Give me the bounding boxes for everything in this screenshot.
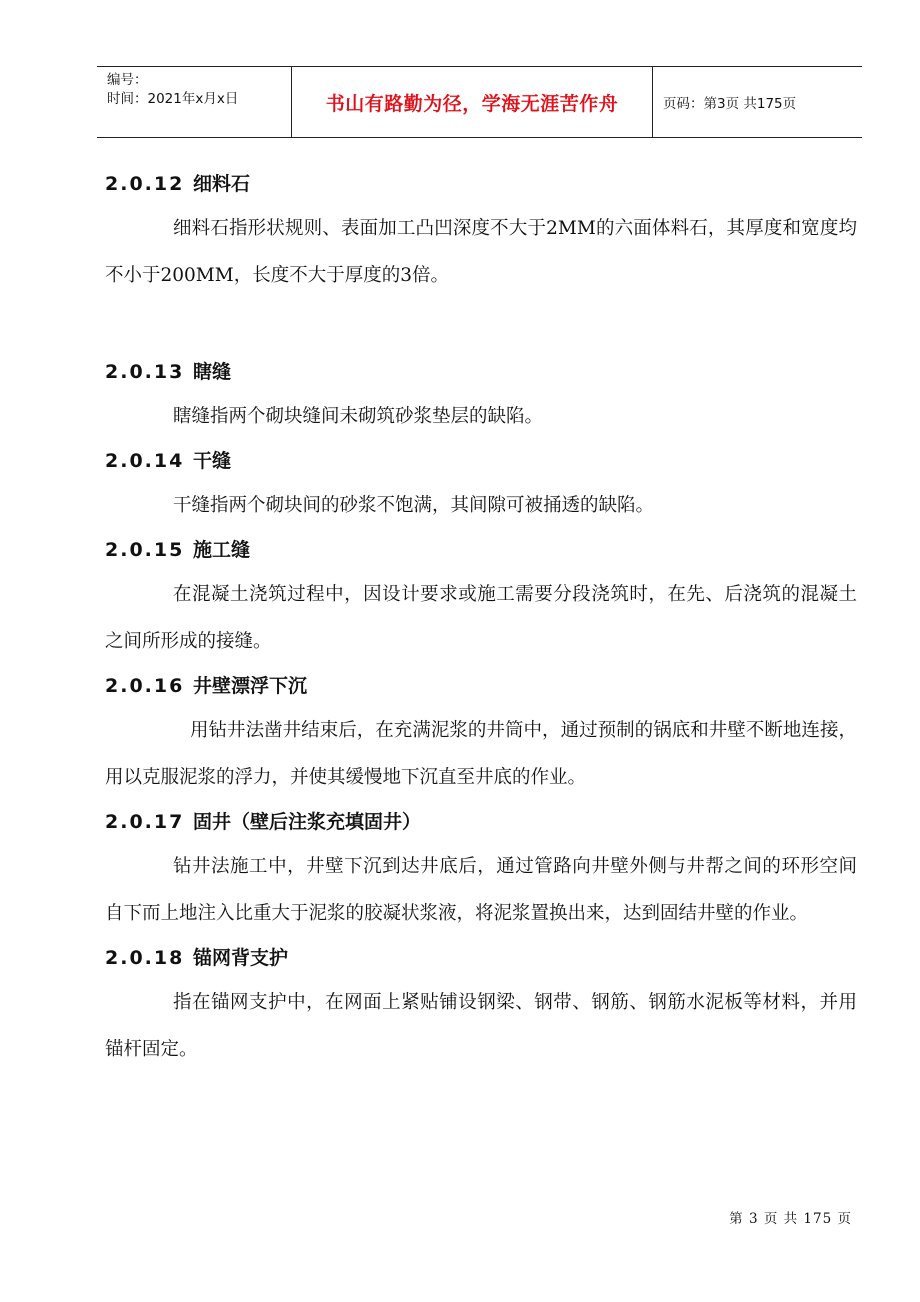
- section-title: 井壁漂浮下沉: [193, 675, 308, 697]
- document-time: 时间：2021年x月x日: [107, 91, 239, 107]
- section-body: 钻井法施工中，井壁下沉到达井底后，通过管路向井壁外侧与井帮之间的环形空间自下而上地注入比重大于泥浆的胶凝状浆液，将泥浆置换出来，达到固结井壁的作业。: [105, 856, 857, 924]
- section-heading: [105, 801, 857, 843]
- section-number: 2.0.12: [105, 173, 185, 195]
- section-2-0-12: [105, 163, 857, 299]
- section-heading: [105, 351, 857, 393]
- section-title: 瞎缝: [193, 361, 232, 383]
- section-heading: [105, 529, 857, 571]
- page-header: [97, 66, 862, 138]
- section-heading: [105, 937, 857, 979]
- header-page-code: 页码：第3页 共175页: [663, 96, 797, 112]
- section-body: 干缝指两个砌块间的砂浆不饱满，其间隙可被捅透的缺陷。: [173, 495, 655, 516]
- page-footer: 第 3 页 共 175 页: [729, 1211, 852, 1227]
- section-heading: [105, 163, 857, 205]
- section-body: 细料石指形状规则、表面加工凸凹深度不大于2MM的六面体料石，其厚度和宽度均不小于200MM，长度不大于厚度的3倍。: [105, 218, 857, 286]
- section-number: 2.0.17: [105, 811, 185, 833]
- section-heading: [105, 665, 857, 707]
- section-title: 细料石: [193, 173, 251, 195]
- section-2-0-16: [105, 665, 857, 801]
- section-2-0-17: [105, 801, 857, 937]
- section-2-0-15: [105, 529, 857, 665]
- section-title: 锚网背支护: [193, 947, 289, 969]
- section-number: 2.0.16: [105, 675, 185, 697]
- section-body: 瞎缝指两个砌块缝间未砌筑砂浆垫层的缺陷。: [173, 406, 544, 427]
- spacer: [105, 299, 857, 351]
- section-number: 2.0.14: [105, 450, 185, 472]
- section-body: 用钻井法凿井结束后，在充满泥浆的井筒中，通过预制的锅底和井壁不断地连接，用以克服泥浆的浮力，并使其缓慢地下沉直至井底的作业。: [105, 720, 857, 788]
- section-2-0-18: [105, 937, 857, 1073]
- document-number-label: 编号：: [107, 72, 148, 88]
- section-number: 2.0.15: [105, 539, 185, 561]
- header-meta: [97, 67, 292, 137]
- section-body: 在混凝土浇筑过程中，因设计要求或施工需要分段浇筑时，在先、后浇筑的混凝土之间所形成的接缝。: [105, 584, 857, 652]
- section-body: 指在锚网支护中，在网面上紧贴铺设钢梁、钢带、钢筋、钢筋水泥板等材料，并用锚杆固定。: [105, 992, 857, 1060]
- section-title: 干缝: [193, 450, 232, 472]
- section-title: 固井（壁后注浆充填固井）: [193, 811, 422, 833]
- header-motto: 书山有路勤为径，学海无涯苦作舟: [292, 67, 653, 137]
- section-title: 施工缝: [193, 539, 251, 561]
- section-number: 2.0.13: [105, 361, 185, 383]
- section-2-0-14: [105, 440, 857, 529]
- section-number: 2.0.18: [105, 947, 185, 969]
- section-2-0-13: [105, 351, 857, 440]
- section-heading: [105, 440, 857, 482]
- document-body: [105, 163, 857, 1073]
